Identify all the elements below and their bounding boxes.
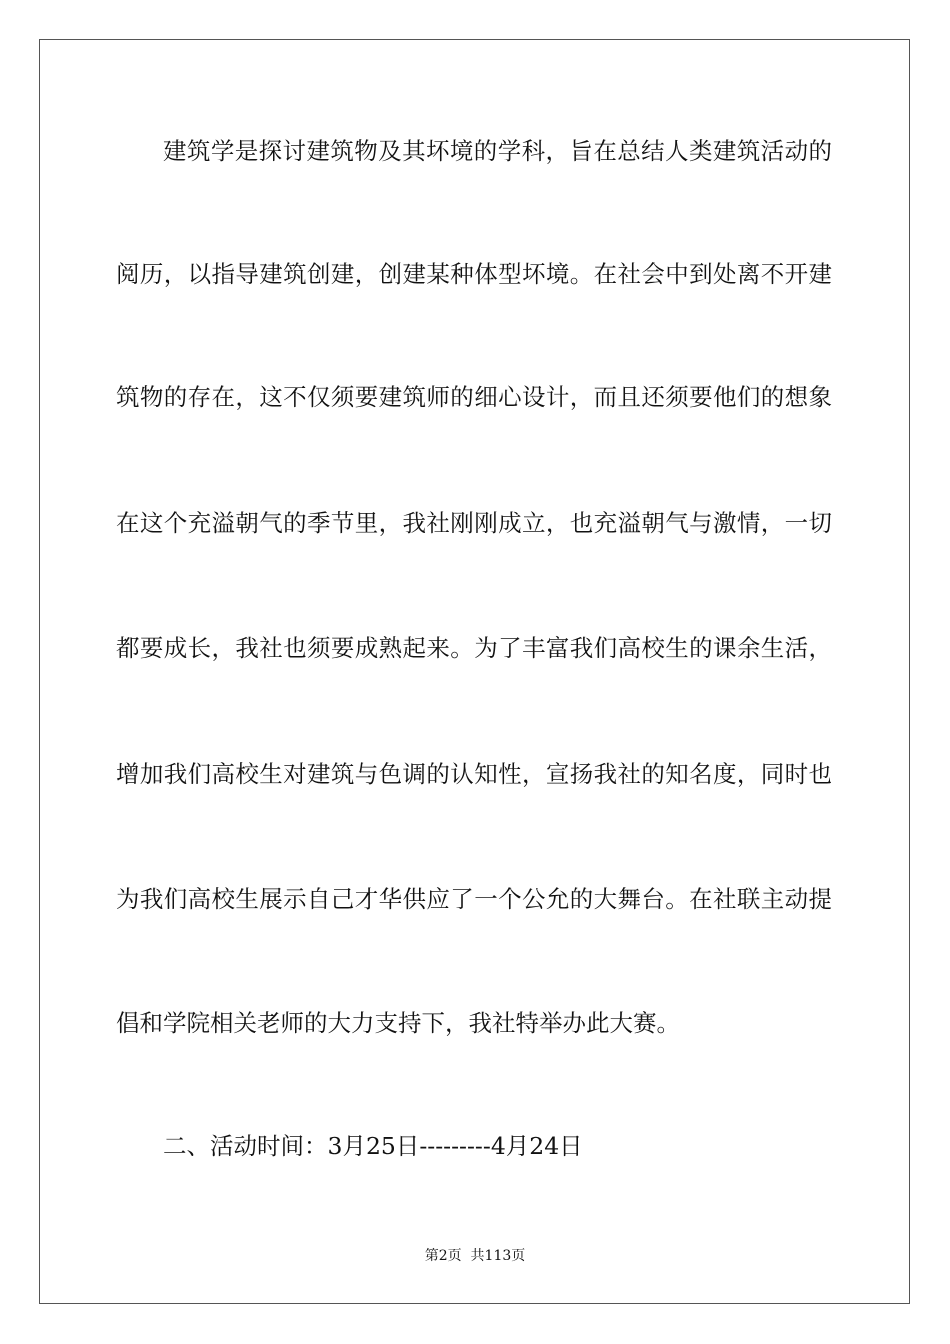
body-text-line: 为我们高校生展示自己才华供应了一个公允的大舞台。在社联主动提 (116, 885, 832, 913)
body-text-line: 筑物的存在，这不仅须要建筑师的细心设计，而且还须要他们的想象 (116, 383, 832, 411)
body-text-line: 倡和学院相关老师的大力支持下，我社特举办此大赛。 (116, 1009, 680, 1037)
body-text-line: 都要成长，我社也须要成熟起来。为了丰富我们高校生的课余生活， (116, 634, 832, 662)
page-border (39, 39, 910, 1304)
body-text-line: 阅历，以指导建筑创建，创建某种体型坏境。在社会中到处离不开建 (116, 260, 832, 288)
body-text-line: 在这个充溢朝气的季节里，我社刚刚成立，也充溢朝气与激情，一切 (116, 509, 832, 537)
section-heading-activity-time: 二、活动时间：3月25日---------4月24日 (163, 1132, 583, 1160)
body-text-line: 建筑学是探讨建筑物及其坏境的学科，旨在总结人类建筑活动的 (163, 137, 832, 165)
page-number-footer: 第2页 共113页 (424, 1248, 526, 1264)
body-text-line: 增加我们高校生对建筑与色调的认知性，宣扬我社的知名度，同时也 (116, 760, 832, 788)
